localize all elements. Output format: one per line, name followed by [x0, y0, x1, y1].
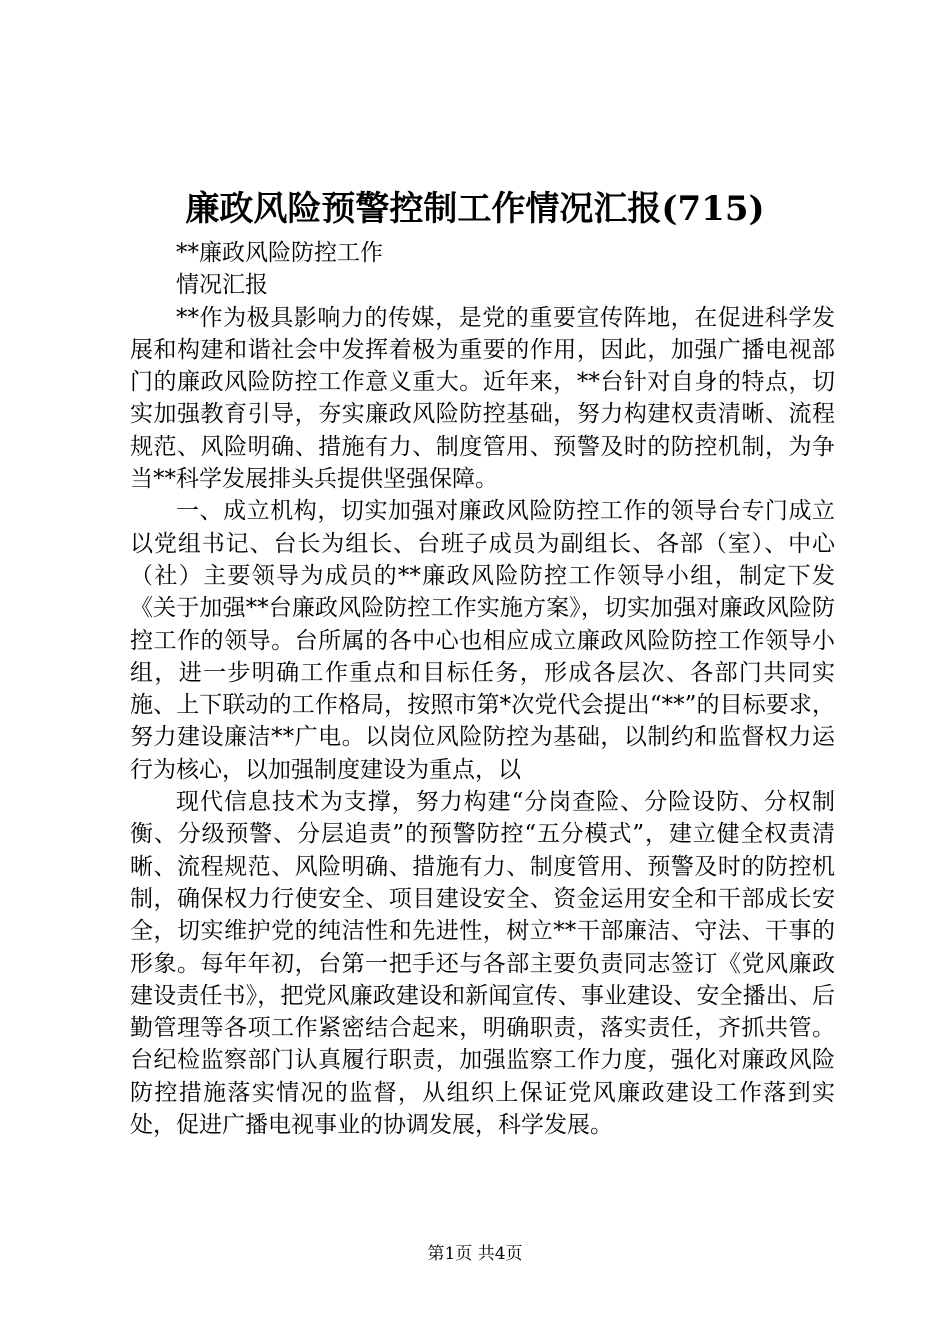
paragraph-subtitle-line-2: 情况汇报 [176, 272, 268, 299]
document-body [130, 237, 835, 1141]
paragraph-section-one: 一、成立机构，切实加强对廉政风险防控工作的领导台专门成立以党组书记、台长为组长、台班子成员为副组长、各部（室）、中心（社）主要领导为成员的**廉政风险防控工作领导小组，制定下发《关于加强**台廉政风险防控工作实施方案》，切实加强对廉政风险防控工作的领导。台所属的各中心也相应成立廉政风险防控工作领导小组，进一步明确工作重点和目标任务，形成各层次、各部门共同实施、上下联动的工作格局，按照市第*次党代会提出“**”的目标要求，努力建设廉洁**广电。以岗位风险防控为基础，以制约和监督权力运行为核心，以加强制度建设为重点，以 [130, 498, 835, 783]
page-number-footer: 第1页 共4页 [427, 1244, 523, 1264]
paragraph-subtitle-line-1: **廉政风险防控工作 [176, 240, 383, 266]
paragraph-intro: **作为极具影响力的传媒，是党的重要宣传阵地，在促进科学发展和构建和谐社会中发挥着极为重要的作用，因此，加强广播电视部门的廉政风险防控工作意义重大。近年来，**台针对自身的特点，切实加强教育引导，夯实廉政风险防控基础，努力构建权责清晰、流程规范、风险明确、措施有力、制度管用、预警及时的防控机制，为争当**科学发展排头兵提供坚强保障。 [130, 304, 835, 493]
paragraph-section-one-continued: 现代信息技术为支撑，努力构建“分岗查险、分险设防、分权制衡、分级预警、分层追责”的预警防控“五分模式”，建立健全权责清晰、流程规范、风险明确、措施有力、制度管用、预警及时的防控机制，确保权力行使安全、项目建设安全、资金运用安全和干部成长安全，切实维护党的纯洁性和先进性，树立**干部廉洁、守法、干事的形象。每年年初，台第一把手还与各部主要负责同志签订《党风廉政建设责任书》，把党风廉政建设和新闻宣传、事业建设、安全播出、后勤管理等各项工作紧密结合起来，明确职责，落实责任，齐抓共管。台纪检监察部门认真履行职责，加强监察工作力度，强化对廉政风险防控措施落实情况的监督，从组织上保证党风廉政建设工作落到实处，促进广播电视事业的协调发展，科学发展。 [130, 789, 835, 1139]
document-title: 廉政风险预警控制工作情况汇报(715) [185, 189, 765, 229]
